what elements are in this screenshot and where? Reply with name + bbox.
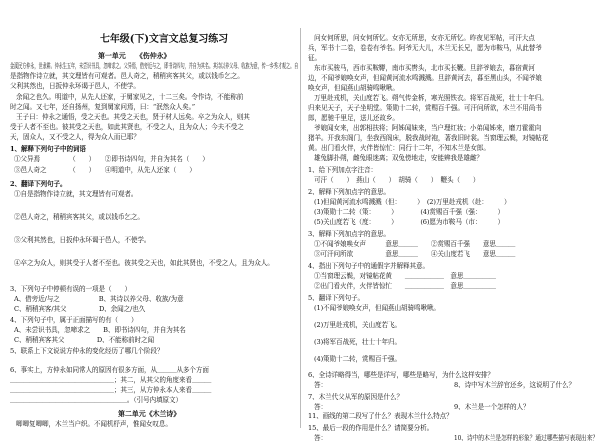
unit2-q10: 10、诗中的木兰是怎样的形象？通过哪些描写表现出来？ — [454, 434, 599, 442]
unit2-q5-item: (1)不闻爷娘唤女声，但闻燕山胡骑鸣啾啾。 — [314, 304, 440, 312]
unit1-q2-item: ②邑人奇之，稍稍宾客其父，或以钱币乞之。 — [14, 213, 144, 221]
unit1-text-line: 受于人者不至也。彼其受之天也，如此其贤也，不受之人，且为众人；今夫不受之 — [10, 123, 244, 131]
unit2-q3-item: ③可汗问所欲 意思＿＿＿ ④关山度若飞 意思＿＿＿ — [314, 250, 516, 258]
unit1-text-line: 天，固众人，又不受之人，得为众人而已耶？ — [10, 133, 140, 141]
unit1-text-line: 父利其然也，日扳仲永环谒于邑人，不使学。 — [10, 82, 140, 90]
unit2-q3-item: ①不闻爷娘唤女声 意思＿＿＿ ②赏赐百千强 意思＿＿＿ — [314, 240, 516, 248]
unit2-q5-item: (4)策勋十二转，赏赐百千强。 — [314, 355, 401, 363]
unit1-q4-stem: 4、下列句子中，属于正面描写的有（ ） — [10, 316, 138, 324]
unit2-q2-item: (1)但闻黄河流水鸣溅溅（但： ） (2)万里赴戎机（赴： ） — [314, 198, 511, 206]
unit1-text-line: 王子曰：仲永之通悟，受之天也。其受之天也，贤于材人远矣。卒之为众人，则其 — [16, 113, 250, 121]
unit2-q5-item: (2)万里赴戎机，关山度若飞。 — [314, 321, 401, 329]
unit1-q2-item: ①自是指物作诗立就，其文理皆有可观者。 — [14, 190, 138, 198]
unit1-q2-item: ④卒之为众人，则其受于人者不至也。彼其受之天也，如此其贤也，不受之人，且为众人。 — [14, 259, 274, 267]
unit1-q1-item: ③邑人奇之 （ ） ④明道中，从先人还家（ ） — [14, 166, 196, 174]
unit2-text-line: 万里赴戎机，关山度若飞。朔气传金柝，寒光照铁衣。将军百战死，壮士十年归。 — [314, 94, 548, 102]
unit2-q6: 6、全诗详略得当，哪些是详写，哪些是略写，为什么这样安排？ — [308, 371, 494, 379]
unit2-text-line: 郎，愿驰千里足，送儿还故乡。 — [308, 114, 399, 122]
unit2-q3-stem: 3、解释下列加点字的意思。 — [308, 230, 391, 238]
right-column — [304, 0, 600, 444]
unit2-text-line: 归来见天子，天子坐明堂。策勋十二转，赏赐百千强。可汗问所欲，木兰不用尚书 — [308, 104, 542, 112]
unit2-text-line: 东市买骏马，西市买鞍鞯，南市买辔头，北市买长鞭。旦辞爷娘去，暮宿黄河 — [314, 64, 535, 72]
unit1-q3-option: C、稍稍宾客/其父 D、余闻之/也久 — [14, 305, 146, 313]
unit2-q4-item: ①当窗理云鬓，对镜帖花黄 ＿＿＿＿＿＿ 意思＿＿＿＿＿ — [314, 272, 496, 280]
unit1-text-line: 是指物作诗立就，其文理皆有可观者。邑人奇之，稍稍宾客其父，或以钱币乞之。 — [10, 72, 244, 80]
unit1-q3-stem: 3、下列句子中停顿有误的一项是（ ） — [10, 285, 131, 293]
unit2-text-line: 猪羊。开我东阁门，坐我西阁床，脱我战时袍，著我旧时裳。当窗理云鬓，对镜帖花 — [308, 134, 549, 142]
unit2-q12: 15、最后一段的作用是什么？请简要分析。 — [308, 424, 434, 432]
column-divider — [300, 28, 301, 428]
unit1-q1-item: ①父异焉 （ ） ②即书诗四句，并自为其名（ ） — [14, 155, 209, 163]
unit2-text-line: 唤女声，但闻燕山胡骑鸣啾啾。 — [308, 84, 399, 92]
unit2-q7: 7、木兰代父从军的原因是什么？ — [308, 393, 404, 401]
unit2-text-line: 黄。出门看火伴，火伴皆惊忙：同行十二年，不知木兰是女郎。 — [308, 144, 490, 152]
unit2-q5-stem: 5、翻译下列句子。 — [308, 294, 365, 302]
worksheet-title: 七年级(下)文言文总复习练习 — [100, 34, 229, 45]
unit1-q1-stem: 1、解释下列句子中的词语 — [10, 145, 86, 153]
answer-label: 答： — [314, 403, 327, 411]
unit1-text-line: 余闻之也久。明道中，从先人还家，于舅家见之，十二三矣。令作诗，不能称前 — [16, 93, 244, 101]
unit1-q4-option: C、稍稍宾客其父 D、不能称前时之闻 — [14, 336, 155, 344]
unit1-q6-line: ＿＿＿＿＿＿＿＿＿＿＿＿＿＿＿＿＿＿。（引号内填原文） — [10, 396, 183, 404]
unit1-q3-option: A、借旁近/与之 B、其诗以养父母、收族/为意 — [14, 295, 184, 303]
unit1-heading: 第一单元 《伤仲永》 — [98, 51, 171, 60]
unit2-text-line: 唧唧复唧唧，木兰当户织。不闻机杼声，惟闻女叹息。 — [16, 420, 172, 428]
unit1-q2-stem: 2、翻译下列句子。 — [10, 180, 67, 188]
unit1-q6-line: ＿＿＿＿＿＿＿＿＿＿＿＿＿＿＿＿；其三，从方仲永本人来看＿＿＿ — [10, 386, 212, 394]
unit1-text-line: 金溪民方仲永，世隶耕。仲永生五年，未尝识书具，忽啼求之。父异焉，借旁近与之，即书诗四句，并自为其名。其诗以养父母、收族为意，传一乡秀才观之。自 — [10, 62, 299, 70]
unit1-q6-line: ＿＿＿＿＿＿＿＿＿＿＿＿＿＿＿＿；其二，从其父的角度来看＿＿＿ — [10, 376, 212, 384]
unit2-text-line: 雄兔脚扑朔，雌兔眼迷离；双兔傍地走，安能辨我是雄雌？ — [314, 154, 483, 162]
unit1-q5: 5、联系上下文说说方仲永的变化经历了哪几个阶段？ — [10, 347, 164, 355]
unit2-q8: 8、诗中写木兰辞官还乡，这说明了什么？ — [454, 381, 575, 389]
unit2-text-line: 问女何所思，问女何所忆。女亦无所思，女亦无所忆。昨夜见军帖，可汗大点 — [314, 34, 535, 42]
unit2-text-line: 爷娘闻女来，出郭相扶将；阿姊闻妹来，当户理红妆；小弟闻姊来，磨刀霍霍向 — [314, 124, 542, 132]
unit1-q6-line: 6、事实上，方仲永如同常人的原因有很多方面，从＿＿＿从多个方面 — [10, 366, 209, 374]
unit2-q1-stem: 1、给下列加点字注音： — [308, 166, 378, 174]
answer-label: 答： — [314, 434, 327, 442]
unit2-q4-stem: 4、指出下列句子中的通假字并解释其意。 — [308, 262, 429, 270]
unit2-heading: 第二单元《木兰诗》 — [118, 409, 181, 418]
unit1-q2-item: ③父利其然也，日扳仲永环谒于邑人，不使学。 — [14, 236, 151, 244]
unit2-q11: 11、画线的第二段写了什么？表现木兰什么特点？ — [308, 412, 453, 420]
unit2-q4-item: ②出门看火伴，火伴皆惊忙 ＿＿＿＿＿＿ 意思＿＿＿＿＿ — [314, 282, 496, 290]
answer-label: 答： — [314, 381, 327, 389]
unit2-text-line: 兵，军书十二卷，卷卷有爷名。阿爷无大儿，木兰无长兄，愿为市鞍马，从此替爷 — [308, 44, 542, 52]
unit2-q2-stem: 2、解释下列加点字的意思。 — [308, 188, 391, 196]
unit2-q1-items: 可汗（ ） 燕山（ ） 胡骑（ ） 鞭头（ ） — [314, 176, 480, 184]
unit1-q4-option: A、未尝识书具，忽啼求之 B、即书诗四句，并自为其名 — [14, 326, 186, 334]
unit2-q5-item: (3)将军百战死，壮士十年归。 — [314, 338, 401, 346]
unit1-text-line: 时之闻。又七年，还自扬州，复到舅家问焉，曰：“泯然众人矣。” — [10, 103, 196, 111]
unit2-text-line: 边，不闻爷娘唤女声，但闻黄河流水鸣溅溅。旦辞黄河去，暮至黑山头，不闻爷娘 — [308, 74, 542, 82]
unit2-text-line: 征。 — [308, 54, 321, 62]
unit2-q2-item: (3)策勋十二转（策： ） (4)赏赐百千强（强： ） — [314, 208, 505, 216]
unit2-q2-item: (5)关山度若飞（度： ） (6)愿为市鞍马（市： ） — [314, 218, 505, 226]
unit2-q9: 9、木兰是一个怎样的人？ — [454, 403, 530, 411]
